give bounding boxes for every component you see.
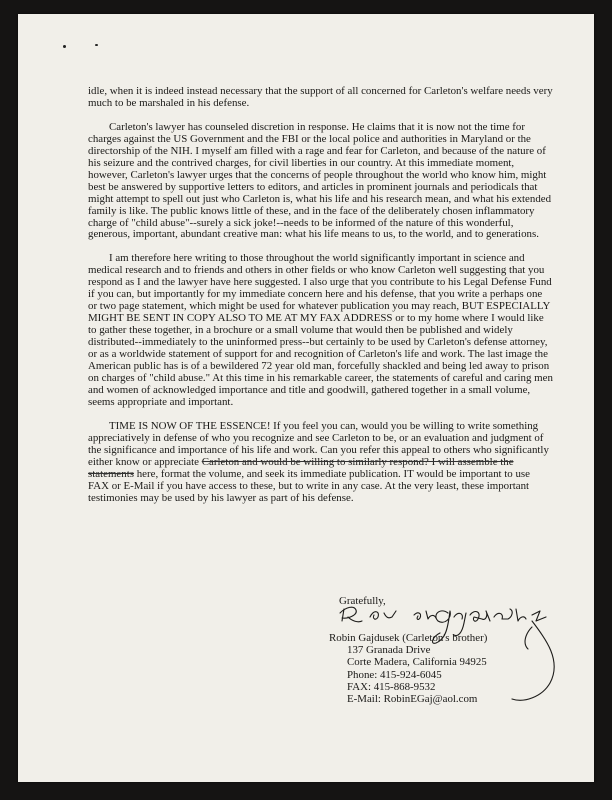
- closing: Gratefully,: [339, 595, 386, 607]
- urgency-text-end: here, format the volume, and seek its immediate publication. IT would be important to use FAX or E-Mail if you have access to these, but to write in any case. At the very least, these important testimonies may be used by his lawyer as part of his defense.: [88, 467, 530, 504]
- paragraph-continuation: idle, when it is indeed instead necessary that the support of all concerned for Carleton's welfare needs very much to be marshaled in his defense.: [88, 85, 553, 109]
- paragraph-lawyer: Carleton's lawyer has counseled discretion in response. He claims that it is now not the time for charges against the US Government and the FBI or the local police and authorities in Maryland or the directorship of the NIH. I myself am filled with a rage and fear for Carleton, and because of the nature of his seizure and the contrived charges, for civil liberties in our country. At this immediate moment, however, Carleton's lawyer urges that the concerns of people throughout the world who know him, might best be answered by supportive letters to editors, and articles in prominent journals and periodicals that might attempt to spell out just who Carleton is, what his life and his research mean, and what his extended family is like. The public knows little of these, and in the face of the deliberately chosen inflammatory charge of "child abuse"--surely a sick joke!--needs to be informed of the nature of this wonderful, generous, important, abundant creative man: what his life means to us, to the world, and to generations.: [88, 120, 552, 241]
- letter-body: [88, 86, 553, 517]
- struck-line: Carleton and would be willing to similarly respond? I will assemble the statements: [88, 455, 514, 480]
- sender-name: Robin Gajdusek (Carleton's brother): [329, 632, 488, 644]
- sender-email: E-Mail: RobinEGaj@aol.com: [347, 693, 478, 706]
- sender-street: 137 Granada Drive: [347, 644, 431, 657]
- sender-phone: Phone: 415-924-6045: [347, 668, 442, 681]
- urgency-text: TIME IS NOW OF THE ESSENCE! If you feel you can, would you be willing to write something appreciatively in defense of who you recognize and see Carleton to be, or an evaluation and judgment of the significance and importance of his life and work. Can you refer this appeal to others who significantly either know or appreciate: [88, 419, 549, 468]
- paragraph-urgency: [88, 421, 553, 505]
- letter-page: [18, 14, 594, 782]
- paper-speck: [95, 44, 98, 46]
- paragraph-appeal: I am therefore here writing to those throughout the world significantly important in science and medical research and to friends and others in other fields or who know Carleton well suggesting that you respond as I and the lawyer have here suggested. I also urge that you contribute to his Legal Defense Fund if you can, but importantly for my immediate concern here and his defense, that you write a perhaps one or two page statement, which might be used for whatever publication you may reach, BUT ESPECIALLY MIGHT BE SENT IN COPY ALSO TO ME AT MY FAX ADDRESS or to my home where I would like to gather these together, in a brochure or a small volume that would then be published and widely distributed--immediately to the uninformed press--but certainly to be used by Carleton's defense attorney, or as a worldwide statement of support for and recognition of Carleton's life and work. The last image the American public has is of a bewildered 72 year old man, forcefully shackled and being led away to prison on charges of "child abuse." At this time in his remarkable career, the statements of careful and caring men and women of acknowledged importance and title and goodwill, gathered together in a small volume, seems appropriate and important.: [88, 252, 553, 408]
- paper-speck: [63, 45, 66, 48]
- sender-city: Corte Madera, California 94925: [347, 656, 487, 669]
- sender-address: [329, 632, 487, 705]
- sender-fax: FAX: 415-868-9532: [347, 680, 436, 693]
